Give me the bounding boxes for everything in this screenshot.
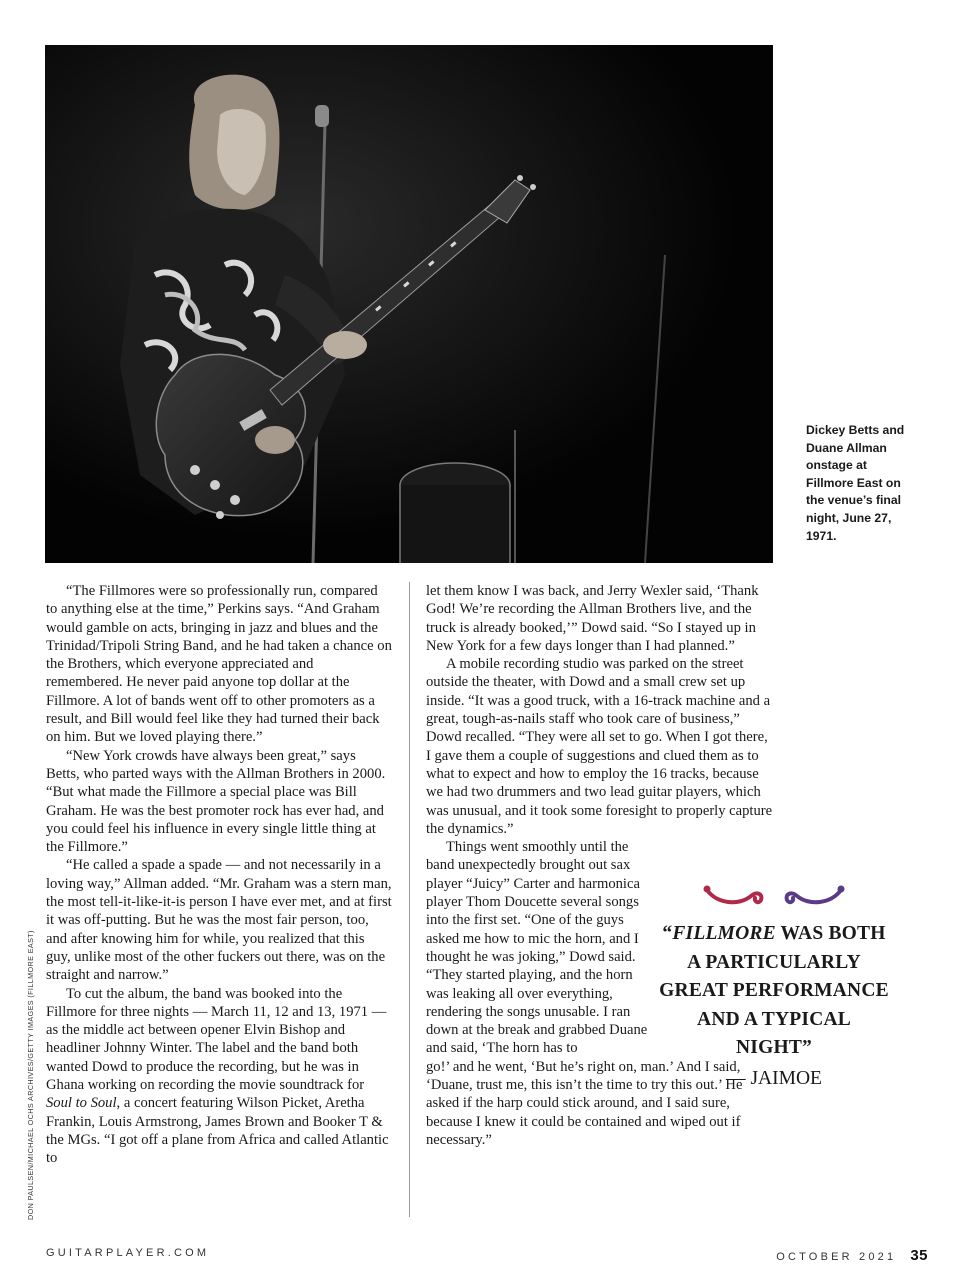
paragraph [46,985,392,1168]
article-column-left [46,582,392,1168]
footer-issue-block [776,1247,928,1264]
photo-caption: Dickey Betts and Duane Allman onstage at Fillmore East on the venue’s final night, June 27, 1971. [806,423,905,543]
paragraph: A mobile recording studio was parked on the street outside the theater, with Dowd and a small crew set up inside. “It was a good truck, with a 16-track machine and a great, tough-as-nails staff who took care of business,” Dowd recalled. “They were all set to go. When I got there, I gave them a couple of suggestions and clued them as to what to expect and how to employ the 16 tracks, because we had two drummers and two lead guitar players, which was unusual, and it took some foresight to properly capture the dynamics.” [426,656,773,837]
concert-photo [45,45,773,563]
quote-mark: “ [662,923,673,944]
pull-quote-line: WAS BOTH [775,923,886,944]
pull-quote-text [650,920,898,1063]
paragraph: “He called a spade a spade — and not necessarily in a loving way,” Allman added. “Mr. Graham was a stern man, the most tell-it-like-it-is person I have ever met, and at first it was off-putting. But he was the most fair person, too, and after knowing him for while, you realized that this guy, unlike most of the other fuckers out there, was on the straight and narrow.” [46,857,392,984]
column-divider [409,582,410,1217]
guitarist-photo-illustration [45,45,773,563]
pull-quote-line: AND A TYPICAL [697,1008,851,1030]
pull-quote-line: NIGHT” [736,1037,812,1058]
pull-quote-line: GREAT PERFORMANCE [659,980,889,1001]
pull-quote [650,882,898,1093]
paragraph: Things went smoothly until the band unexpectedly brought out sax player “Juicy” Carter and harmonica player Thom Doucette several songs into the first set. “One of the guys asked me how to mic the horn, and I thought he was joking,” Dowd said. “They started playing, and the horn was leaking all over everything, rendering the songs unusable. I ran down at the break and grabbed Duane and said, ‘The horn has to [426,839,648,1057]
footer-issue: OCTOBER 2021 [776,1251,897,1263]
film-title: Soul to Soul [46,1095,117,1112]
paragraph: “The Fillmores were so professionally run, compared to anything else at the time,” Perkins says. “And Graham would gamble on acts, bringing in jazz and blues and the Trinidad/Tripoli String Band, and he had taken a chance on the Brothers, which everyone appreciated and remembered. He never paid anyone top dollar at the Fillmore. A lot of bands went off to other promoters as a result, and Bill would feel like they had turned their back on him. But we loved playing there.” [46,583,392,746]
paragraph-text: To cut the album, the band was booked into the Fillmore for three nights — March 11, 12 and 13, 1971 — as the middle act between opener Elvin Bishop and headliner Johnny Winter. The label and the band both wanted Dowd to produce the recording, but he was in Ghana working on recording the movie soundtrack for [46,985,387,1094]
paragraph-text: , a concert featuring Wilson Picket, Aretha Frankin, Louis Armstrong, James Brown and Booker T & the MGs. “I got off a plane from Africa and called Atlantic to [46,1095,389,1167]
paragraph: “New York crowds have always been great,” says Betts, who parted ways with the Allman Brothers in 2000. “But what made the Fillmore a special place was Bill Graham. He was the best promoter rock has ever had, and you could feel his influence in every single little thing at the Fillmore.” [46,747,386,856]
paragraph: let them know I was back, and Jerry Wexler said, ‘Thank God! We’re recording the Allman Brothers live, and the truck is already booked,’” Dowd said. “So I stayed up in New York for a few days longer than I had planned.” [426,583,759,654]
pull-quote-attribution: — JAIMOE [726,1067,822,1089]
pull-quote-line: A PARTICULARLY [687,951,861,973]
paragraph: go!’ and he went, ‘But he’s right on, man.’ And I said, ‘Duane, trust me, this isn’t the time to try this out.’ He asked if the harp could stick around, and I said sure, because I knew it could be contained and wiped out if necessary.” [426,1058,743,1148]
page-number: 35 [910,1247,928,1264]
ornament-icon [699,882,849,912]
footer-site: GUITARPLAYER.COM [46,1247,210,1259]
photo-credit: DON PAULSEN/MICHAEL OCHS ARCHIVES/GETTY IMAGES (FILLMORE EAST) [26,930,35,1220]
pull-quote-title: FILLMORE [672,923,776,944]
